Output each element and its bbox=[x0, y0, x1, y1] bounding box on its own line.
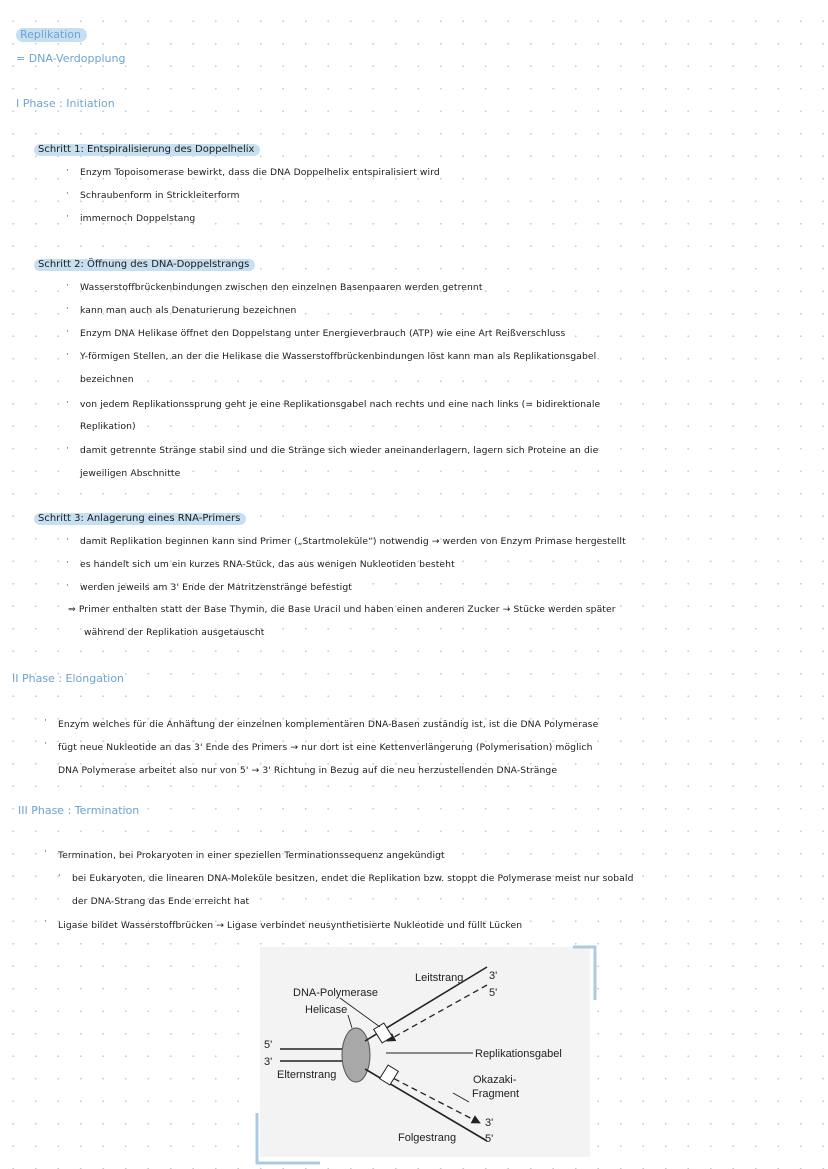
label-5prime-top: 5' bbox=[489, 987, 498, 999]
list-item: bei Eukaryoten, die linearen DNA-Moleküle besitzen, endet die Replikation bzw. stoppt die Polymerase meist nur sobald bbox=[72, 873, 634, 884]
phase-initiation-heading: I Phase : Initiation bbox=[16, 97, 115, 110]
label-helicase: Helicase bbox=[305, 1004, 348, 1016]
bullet-dot: · bbox=[66, 281, 69, 291]
list-item: immernoch Doppelstang bbox=[80, 213, 196, 224]
list-item-continuation: der DNA-Strang das Ende erreicht hat bbox=[72, 896, 250, 907]
list-item: damit getrennte Stränge stabil sind und die Stränge sich wieder aneinanderlagern, lagern sich Proteine an die bbox=[80, 445, 599, 456]
list-item: DNA Polymerase arbeitet also nur von 5' → 3' Richtung in Bezug auf die neu herzustellenden DNA-Stränge bbox=[58, 765, 558, 776]
list-item-continuation: jeweiligen Abschnitte bbox=[80, 468, 181, 479]
label-3prime-top: 3' bbox=[489, 970, 498, 982]
list-item: Y-förmigen Stellen, an der die Helikase die Wasserstoffbrückenbindungen löst kann man als Replikationsgabel bbox=[80, 351, 597, 362]
phase-elongation-heading: II Phase : Elongation bbox=[12, 672, 125, 685]
list-item: ⇒ Primer enthalten statt der Base Thymin, die Base Uracil und haben einen anderen Zucker → Stücke werden später bbox=[68, 604, 616, 615]
bullet-dot: · bbox=[66, 189, 69, 199]
bullet-dot: · bbox=[44, 716, 47, 726]
bullet-dot: · bbox=[66, 304, 69, 314]
list-item: Enzym welches für die Anhäftung der einzelnen komplementären DNA-Basen zuständig ist, ist die DNA Polymerase bbox=[58, 719, 599, 730]
phase-termination-heading: III Phase : Termination bbox=[18, 804, 140, 817]
replication-fork-diagram bbox=[255, 945, 600, 1165]
page-subtitle: = DNA-Verdopplung bbox=[16, 52, 126, 65]
label-elternstrang: Elternstrang bbox=[277, 1069, 337, 1081]
step2-heading: Schritt 2: Öffnung des DNA-Doppelstrangs bbox=[34, 259, 255, 270]
step1-heading: Schritt 1: Entspiralisierung des Doppelhelix bbox=[34, 144, 260, 155]
helicase-ellipse bbox=[342, 1028, 370, 1082]
bullet-dot: · bbox=[44, 917, 47, 927]
label-5prime-bottom: 5' bbox=[485, 1133, 494, 1145]
bullet-dot: · bbox=[66, 444, 69, 454]
bullet-dot: · bbox=[66, 535, 69, 545]
bullet-dot: · bbox=[66, 398, 69, 408]
bullet-dot: · bbox=[44, 739, 47, 749]
step3-heading: Schritt 3: Anlagerung eines RNA-Primers bbox=[34, 513, 246, 524]
list-item: es handelt sich um ein kurzes RNA-Stück, das aus wenigen Nukleotiden besteht bbox=[80, 559, 455, 570]
list-item-continuation: Replikation) bbox=[80, 421, 136, 432]
label-okazaki-line2: Fragment bbox=[472, 1088, 520, 1100]
label-3prime-bottom: 3' bbox=[485, 1117, 494, 1129]
list-item: Wasserstoffbrückenbindungen zwischen den einzelnen Basenpaaren werden getrennt bbox=[80, 282, 483, 293]
bullet-dot: · bbox=[66, 212, 69, 222]
bullet-dot: · bbox=[66, 327, 69, 337]
bullet-dot: · bbox=[66, 581, 69, 591]
list-item: Ligase bildet Wasserstoffbrücken → Ligase verbindet neusynthetisierte Nukleotide und füllt Lücken bbox=[58, 920, 523, 931]
list-item: fügt neue Nukleotide an das 3' Ende des Primers → nur dort ist eine Kettenverlängerung (Polymerisation) möglich bbox=[58, 742, 593, 753]
list-item: Enzym Topoisomerase bewirkt, dass die DNA Doppelhelix entspiralisiert wird bbox=[80, 167, 440, 178]
list-item: kann man auch als Denaturierung bezeichnen bbox=[80, 305, 297, 316]
list-item: Schraubenform in Strickleiterform bbox=[80, 190, 240, 201]
list-item: Enzym DNA Helikase öffnet den Doppelstang unter Energieverbrauch (ATP) wie eine Art Reißverschluss bbox=[80, 328, 566, 339]
label-leitstrang: Leitstrang bbox=[415, 972, 464, 984]
bullet-dot: · bbox=[66, 558, 69, 568]
label-polymerase: DNA-Polymerase bbox=[293, 987, 378, 999]
list-item: werden jeweils am 3' Ende der Matritzenstränge befestigt bbox=[80, 582, 352, 593]
bullet-dot: · bbox=[66, 166, 69, 176]
label-okazaki-line1: Okazaki- bbox=[473, 1074, 517, 1086]
label-folgestrang: Folgestrang bbox=[398, 1132, 457, 1144]
list-item: Termination, bei Prokaryoten in einer speziellen Terminationssequenz angekündigt bbox=[58, 850, 445, 861]
bullet-dot: · bbox=[58, 871, 61, 881]
list-item-continuation: während der Replikation ausgetauscht bbox=[84, 627, 265, 638]
list-item: damit Replikation beginnen kann sind Primer („Startmoleküle“) notwendig → werden von Enzym Primase hergestellt bbox=[80, 536, 626, 547]
label-3prime-left: 3' bbox=[264, 1056, 273, 1068]
bullet-dot: · bbox=[44, 847, 47, 857]
list-item-continuation: bezeichnen bbox=[80, 374, 134, 385]
replication-fork-svg bbox=[255, 945, 600, 1165]
page-title: Replikation bbox=[16, 28, 87, 41]
label-5prime-left: 5' bbox=[264, 1039, 273, 1051]
list-item: von jedem Replikationssprung geht je eine Replikationsgabel nach rechts und eine nach links (= bidirektionale bbox=[80, 399, 601, 410]
bullet-dot: · bbox=[66, 350, 69, 360]
label-replikationsgabel: Replikationsgabel bbox=[475, 1048, 562, 1060]
